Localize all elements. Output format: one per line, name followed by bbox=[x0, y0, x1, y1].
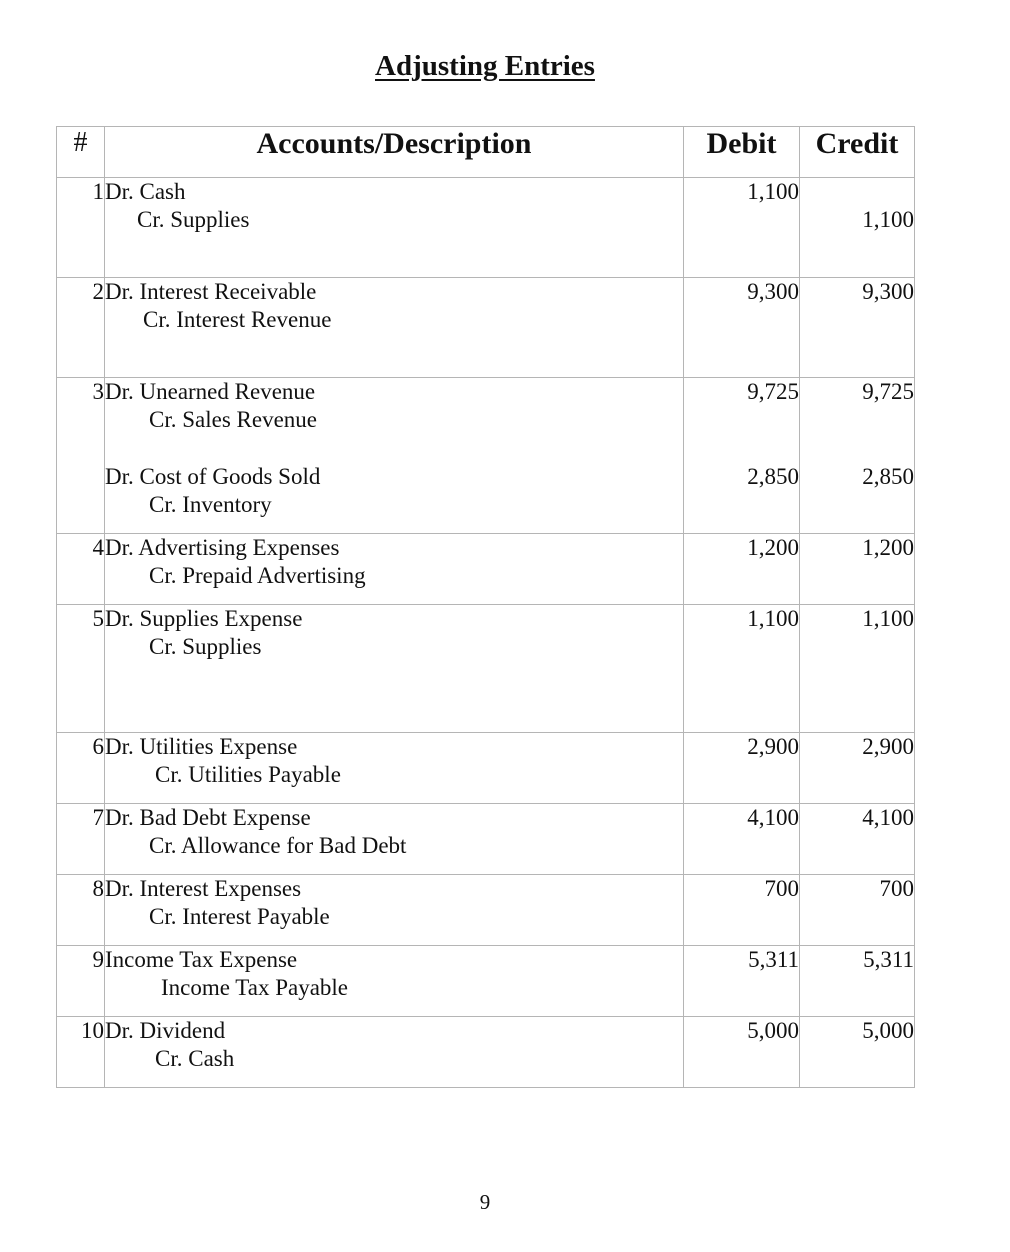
entry-number: 2 bbox=[57, 278, 105, 378]
table-header-row bbox=[57, 127, 915, 178]
debit-cell bbox=[684, 278, 800, 378]
entry-accounts bbox=[105, 733, 684, 804]
header-debit: Debit bbox=[684, 127, 800, 178]
credit-amount: 2,900 bbox=[862, 734, 914, 759]
entry-accounts bbox=[105, 1017, 684, 1088]
page-title: Adjusting Entries bbox=[375, 50, 595, 82]
credit-amount: 4,100 bbox=[862, 805, 914, 830]
entry-number: 3 bbox=[57, 378, 105, 534]
debit-cell bbox=[684, 875, 800, 946]
table-row bbox=[57, 378, 915, 534]
credit-account: Cr. Inventory bbox=[149, 492, 272, 517]
credit-amount: 9,725 bbox=[862, 379, 914, 404]
credit-account: Cr. Interest Revenue bbox=[143, 307, 332, 332]
debit-amount: 2,850 bbox=[747, 464, 799, 489]
credit-cell bbox=[800, 875, 915, 946]
table-row bbox=[57, 1017, 915, 1088]
entry-accounts bbox=[105, 875, 684, 946]
credit-account: Cr. Sales Revenue bbox=[149, 407, 317, 432]
credit-amount: 1,100 bbox=[862, 207, 914, 232]
table-row bbox=[57, 605, 915, 733]
entry-accounts bbox=[105, 378, 684, 534]
debit-cell bbox=[684, 534, 800, 605]
header-accounts: Accounts/Description bbox=[105, 127, 684, 178]
debit-account: Dr. Cost of Goods Sold bbox=[105, 464, 321, 489]
credit-cell bbox=[800, 733, 915, 804]
debit-cell bbox=[684, 1017, 800, 1088]
debit-amount: 2,900 bbox=[747, 734, 799, 759]
credit-cell bbox=[800, 804, 915, 875]
table-row bbox=[57, 178, 915, 278]
entry-number: 1 bbox=[57, 178, 105, 278]
debit-amount: 4,100 bbox=[747, 805, 799, 830]
debit-account: Dr. Cash bbox=[105, 179, 186, 204]
debit-account: Dr. Dividend bbox=[105, 1018, 226, 1043]
debit-amount: 1,200 bbox=[747, 535, 799, 560]
entry-accounts bbox=[105, 605, 684, 733]
header-credit: Credit bbox=[800, 127, 915, 178]
entry-number: 9 bbox=[57, 946, 105, 1017]
table-row bbox=[57, 733, 915, 804]
debit-account: Dr. Interest Receivable bbox=[105, 279, 317, 304]
debit-account: Dr. Advertising Expenses bbox=[105, 535, 340, 560]
credit-amount: 5,000 bbox=[862, 1018, 914, 1043]
entry-accounts bbox=[105, 278, 684, 378]
debit-amount: 5,000 bbox=[747, 1018, 799, 1043]
table-row bbox=[57, 946, 915, 1017]
debit-cell bbox=[684, 378, 800, 534]
debit-amount: 700 bbox=[764, 876, 799, 901]
credit-account: Cr. Cash bbox=[155, 1046, 235, 1071]
table-row bbox=[57, 278, 915, 378]
credit-cell bbox=[800, 946, 915, 1017]
credit-cell bbox=[800, 178, 915, 278]
table-row bbox=[57, 804, 915, 875]
debit-account: Dr. Unearned Revenue bbox=[105, 379, 316, 404]
debit-cell bbox=[684, 733, 800, 804]
debit-account: Dr. Interest Expenses bbox=[105, 876, 302, 901]
debit-account: Dr. Supplies Expense bbox=[105, 606, 303, 631]
credit-amount: 1,100 bbox=[862, 606, 914, 631]
credit-cell bbox=[800, 1017, 915, 1088]
debit-cell bbox=[684, 946, 800, 1017]
debit-amount: 1,100 bbox=[747, 606, 799, 631]
entry-number: 5 bbox=[57, 605, 105, 733]
entry-number: 7 bbox=[57, 804, 105, 875]
table-row bbox=[57, 875, 915, 946]
debit-cell bbox=[684, 804, 800, 875]
credit-amount: 5,311 bbox=[863, 947, 914, 972]
entry-number: 4 bbox=[57, 534, 105, 605]
credit-account: Income Tax Payable bbox=[161, 975, 349, 1000]
credit-account: Cr. Allowance for Bad Debt bbox=[149, 833, 407, 858]
debit-account: Dr. Utilities Expense bbox=[105, 734, 298, 759]
entry-accounts bbox=[105, 804, 684, 875]
debit-amount: 5,311 bbox=[748, 947, 799, 972]
debit-amount: 1,100 bbox=[747, 179, 799, 204]
entry-number: 8 bbox=[57, 875, 105, 946]
credit-cell bbox=[800, 378, 915, 534]
credit-account: Cr. Supplies bbox=[137, 207, 250, 232]
credit-cell bbox=[800, 278, 915, 378]
entry-accounts bbox=[105, 946, 684, 1017]
page-number: 9 bbox=[479, 1190, 491, 1214]
debit-account: Income Tax Expense bbox=[105, 947, 298, 972]
credit-amount: 2,850 bbox=[862, 464, 914, 489]
credit-account: Cr. Interest Payable bbox=[149, 904, 330, 929]
credit-amount: 1,200 bbox=[862, 535, 914, 560]
entry-number: 10 bbox=[57, 1017, 105, 1088]
credit-amount: 9,300 bbox=[862, 279, 914, 304]
table-row bbox=[57, 534, 915, 605]
entry-accounts bbox=[105, 178, 684, 278]
credit-account: Cr. Utilities Payable bbox=[155, 762, 341, 787]
credit-amount: 700 bbox=[879, 876, 914, 901]
header-number: # bbox=[57, 127, 105, 178]
debit-account: Dr. Bad Debt Expense bbox=[105, 805, 311, 830]
debit-amount: 9,725 bbox=[747, 379, 799, 404]
entry-number: 6 bbox=[57, 733, 105, 804]
credit-cell bbox=[800, 534, 915, 605]
credit-account: Cr. Prepaid Advertising bbox=[149, 563, 366, 588]
debit-cell bbox=[684, 605, 800, 733]
debit-amount: 9,300 bbox=[747, 279, 799, 304]
credit-account: Cr. Supplies bbox=[149, 634, 262, 659]
credit-cell bbox=[800, 605, 915, 733]
entry-accounts bbox=[105, 534, 684, 605]
debit-cell bbox=[684, 178, 800, 278]
adjusting-entries-table bbox=[56, 126, 915, 1088]
